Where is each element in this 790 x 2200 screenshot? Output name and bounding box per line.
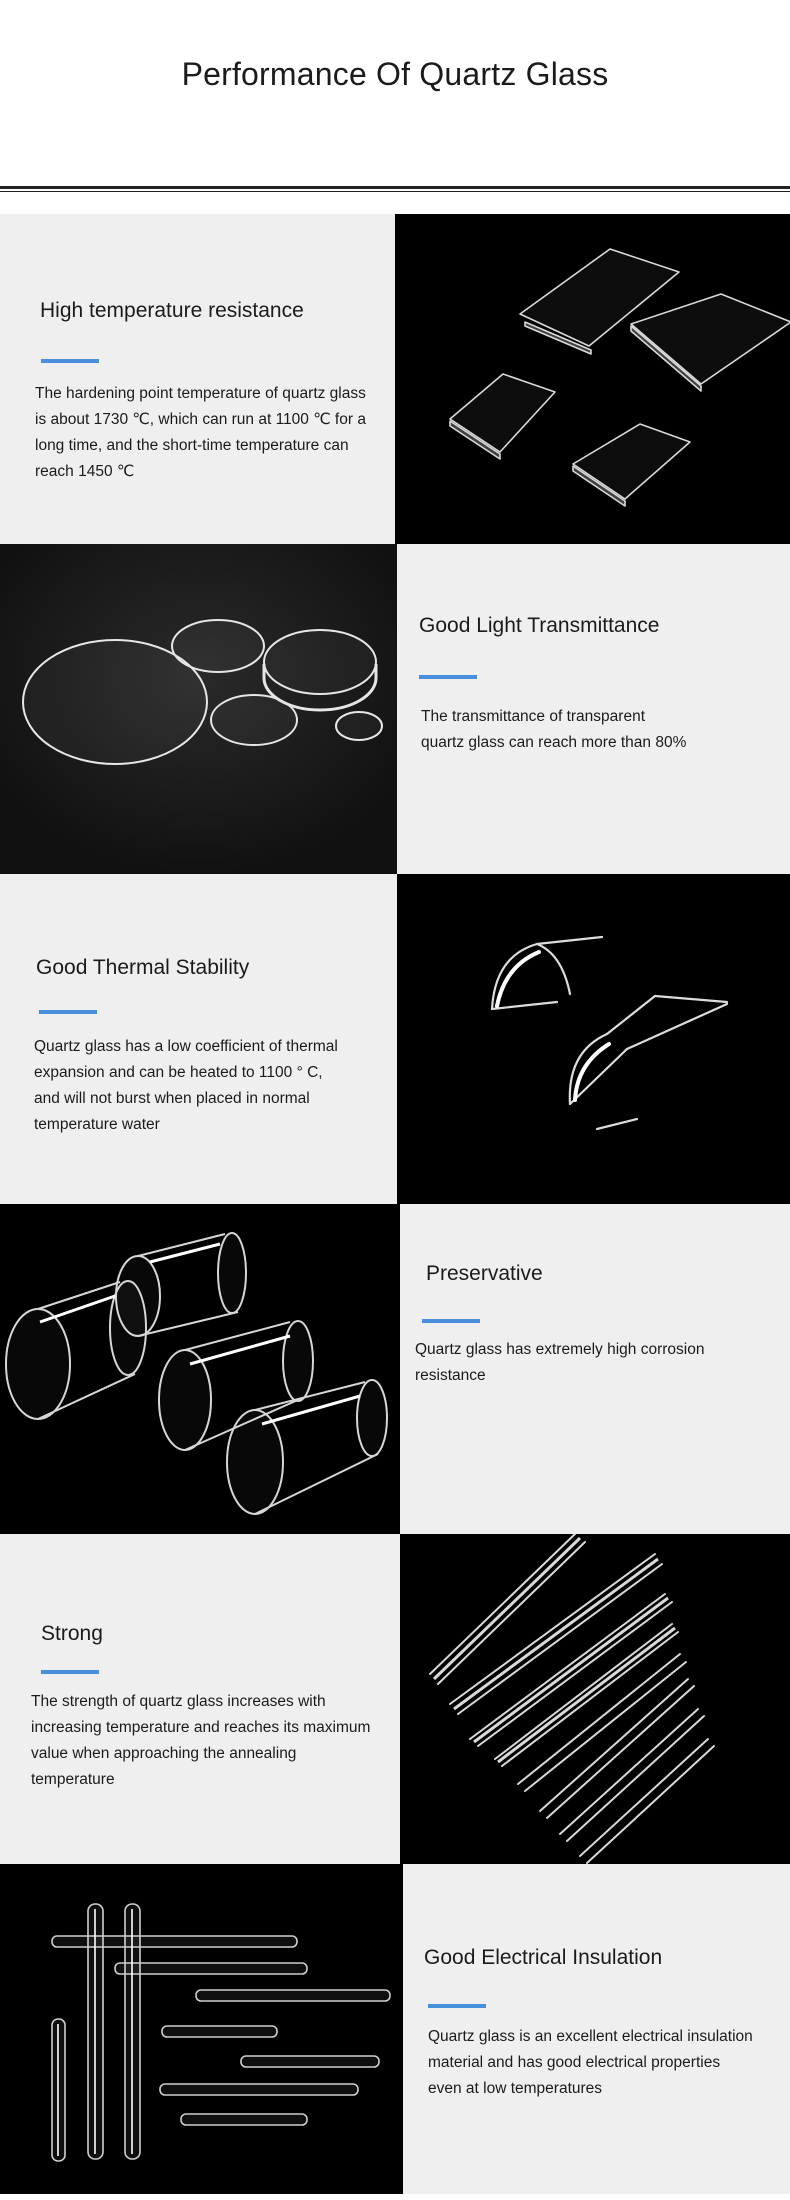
section-description: Quartz glass has a low coefficient of thermal expansion and can be heated to 1100 ° C, and will not burst when placed in normal temperature water — [34, 1038, 338, 1133]
page-title: Performance Of Quartz Glass — [181, 56, 609, 92]
quartz-plates-image — [395, 214, 790, 544]
section-strong — [0, 1534, 790, 1864]
section-high-temperature-resistance — [0, 214, 790, 544]
section-title: Good Light Transmittance — [419, 614, 660, 637]
accent-bar — [419, 675, 477, 679]
section-title: Good Thermal Stability — [36, 956, 250, 979]
section-good-electrical-insulation — [0, 1864, 790, 2194]
quartz-parallel-tubes-image — [400, 1534, 790, 1864]
accent-bar — [39, 1010, 97, 1014]
quartz-discs-image — [0, 544, 397, 874]
section-text-panel — [400, 1204, 790, 1534]
section-title: Preservative — [426, 1262, 543, 1285]
section-text-panel — [0, 214, 395, 544]
quartz-rods-image — [0, 1864, 403, 2194]
section-description: The hardening point temperature of quartz glass is about 1730 ℃, which can run at 1100 ℃ for a long time, and the short-time temperature can reach 1450 ℃ — [35, 385, 366, 480]
section-description: Quartz glass has extremely high corrosion resistance — [415, 1341, 705, 1384]
section-text-panel — [0, 1534, 395, 1864]
section-description: The strength of quartz glass increases with increasing temperature and reaches its maximum value when approaching the annealing temperature — [31, 1693, 371, 1788]
section-good-light-transmittance — [0, 544, 790, 874]
section-text-panel — [0, 874, 395, 1204]
section-title: Strong — [41, 1622, 103, 1645]
quartz-half-tubes-image — [397, 874, 790, 1204]
section-description: Quartz glass is an excellent electrical insulation material and has good electrical properties even at low temperatures — [428, 2028, 753, 2097]
section-preservative — [0, 1204, 790, 1534]
section-description: The transmittance of transparent quartz glass can reach more than 80% — [421, 708, 687, 751]
header-divider-thin — [0, 191, 790, 192]
accent-bar — [41, 1670, 99, 1674]
section-good-thermal-stability — [0, 874, 790, 1204]
quartz-large-tubes-image — [0, 1204, 400, 1534]
section-title: High temperature resistance — [40, 299, 304, 322]
section-text-panel — [403, 1864, 790, 2194]
accent-bar — [422, 1319, 480, 1323]
section-text-panel — [397, 544, 790, 874]
accent-bar — [41, 359, 99, 363]
accent-bar — [428, 2004, 486, 2008]
section-title: Good Electrical Insulation — [424, 1946, 663, 1969]
header-divider-thick — [0, 186, 790, 189]
